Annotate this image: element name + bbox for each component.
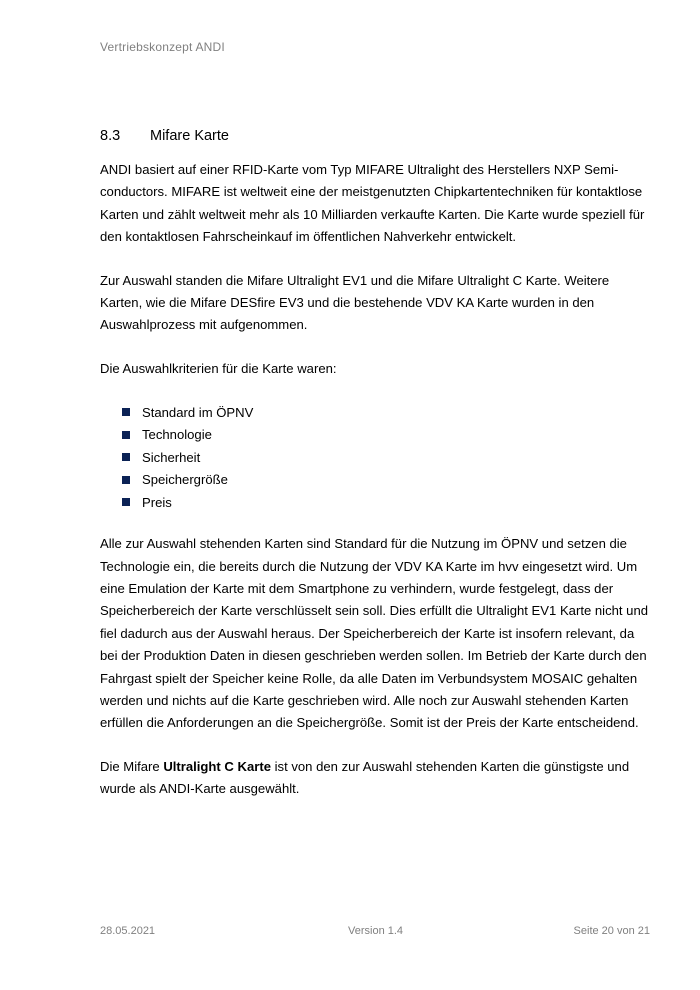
list-item <box>100 491 652 513</box>
document-header: Vertriebskonzept ANDI <box>100 40 225 54</box>
footer-date: 28.05.2021 <box>100 925 156 937</box>
criteria-list <box>100 401 652 513</box>
square-bullet-icon <box>122 431 130 439</box>
footer-page-number: Seite 20 von 21 <box>573 925 650 937</box>
list-item-label: Speichergröße <box>142 472 228 488</box>
square-bullet-icon <box>122 476 130 484</box>
selected-card-name: Ultralight C Karte <box>163 758 271 774</box>
square-bullet-icon <box>122 498 130 506</box>
list-item-label: Technologie <box>142 427 212 443</box>
list-item-label: Preis <box>142 494 172 510</box>
main-content <box>100 126 652 822</box>
conclusion-text-start: Die Mifare <box>100 758 164 774</box>
list-item-label: Standard im ÖPNV <box>142 404 254 420</box>
paragraph-criteria-intro: Die Auswahlkriterien für die Karte waren: <box>100 360 337 376</box>
square-bullet-icon <box>122 453 130 461</box>
paragraph-selection: Zur Auswahl standen die Mifare Ultralight EV1 und die Mifare Ultralight C Karte. Weitere Karten, wie die Mifare DESfire EV3 und die bestehende VDV KA Karte wurden in den Auswahlprozess mit aufgenommen. <box>100 272 610 333</box>
list-item <box>100 446 652 468</box>
list-item <box>100 401 652 423</box>
section-title: Mifare Karte <box>150 128 229 144</box>
list-item <box>100 468 652 490</box>
list-item <box>100 424 652 446</box>
paragraph-evaluation: Alle zur Auswahl stehenden Karten sind Standard für die Nutzung im ÖPNV und setzen die Technologie ein, die bereits durch die Nutzung der VDV KA Karte im hvv eingesetzt wird. Um eine Emulation der Karte mit dem Smartphone zu verhindern, wurde festgelegt, dass der Speicherbereich der Karte verschlüsselt sein soll. Dies erfüllt die Ultralight EV1 Karte nicht und fiel dadurch aus der Auswahl heraus. Der Speicherbereich der Karte ist insofern relevant, da bei der Produktion Daten in diesen geschrieben werden sollen. Im Betrieb der Karte durch den Fahrgast spielt der Speicher keine Rolle, da alle Daten im Verbundsystem MOSAIC gehalten werden und nichts auf die Karte geschrieben wird. Alle noch zur Auswahl stehenden Karten erfüllen die Anforderungen an die Speichergröße. Somit ist der Preis der Karte entscheidend. <box>100 536 649 731</box>
section-heading <box>100 126 652 146</box>
footer-version: Version 1.4 <box>348 925 404 937</box>
list-item-label: Sicherheit <box>142 449 201 465</box>
conclusion-text-end: ist von den zur Auswahl stehenden Karten die günstigste und wurde als ANDI-Karte ausgewählt. <box>100 758 630 797</box>
paragraph-conclusion <box>100 756 652 801</box>
square-bullet-icon <box>122 408 130 416</box>
paragraph-intro: ANDI basiert auf einer RFID-Karte vom Typ MIFARE Ultralight des Herstellers NXP Semi-conductors. MIFARE ist weltweit eine der meistgenutzten Chipkartentechniken für kontaktlose Karten und zählt weltweit mehr als 10 Milliarden verkaufte Karten. Die Karte wurde speziell für den kontaktlosen Fahrscheinkauf im öffentlichen Nahverkehr entwickelt. <box>100 162 645 245</box>
section-number: 8.3 <box>100 128 121 144</box>
